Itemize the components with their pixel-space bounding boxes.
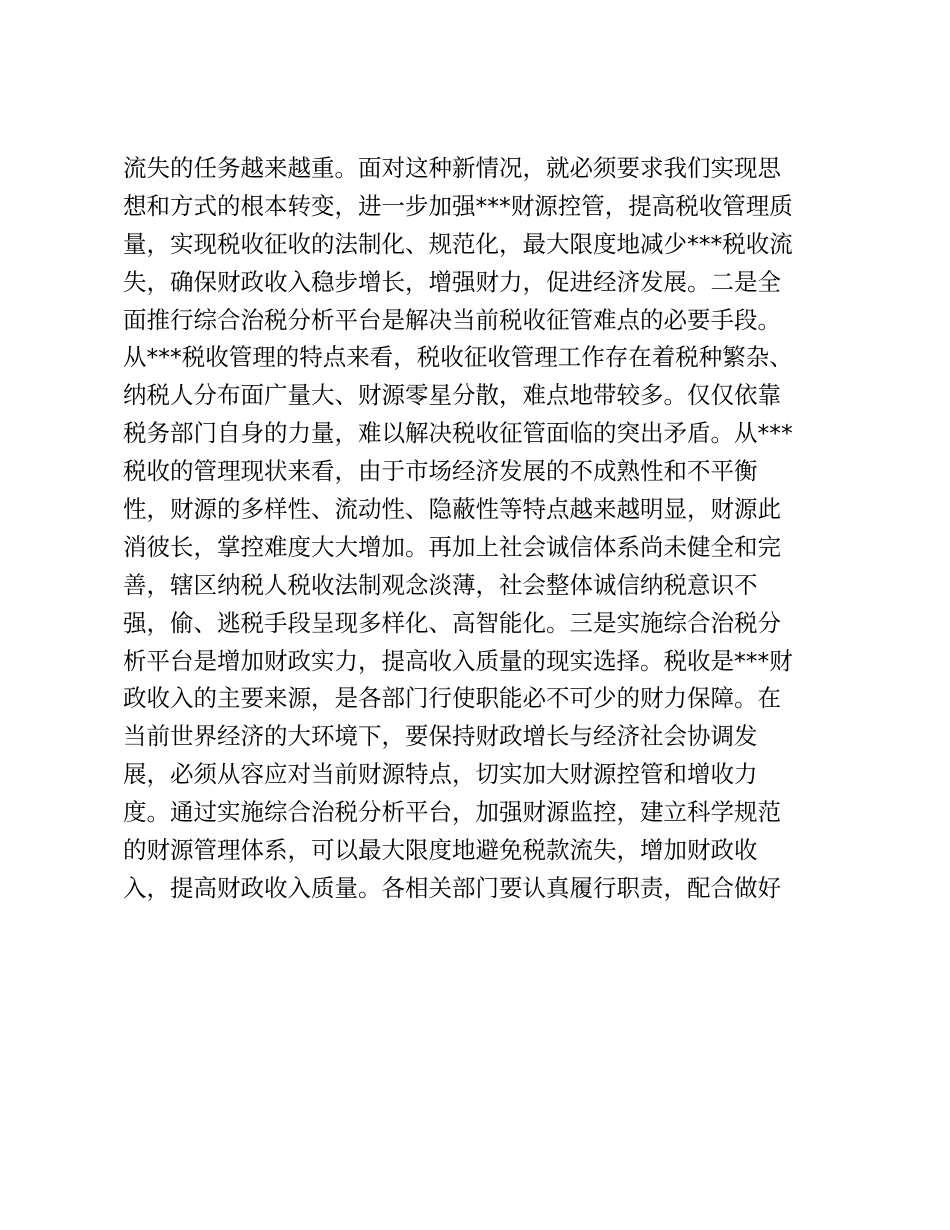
text-line: 展，必须从容应对当前财源特点，切实加大财源控管和增收力 <box>123 760 758 789</box>
text-line: 量，实现税收征收的法制化、规范化，最大限度地减少***税收流 <box>123 229 793 258</box>
text-line: 政收入的主要来源，是各部门行使职能必不可少的财力保障。在 <box>123 684 781 713</box>
text-line: 强，偷、逃税手段呈现多样化、高智能化。三是实施综合治税分 <box>123 608 781 637</box>
text-line: 消彼长，掌控难度大大增加。再加上社会诚信体系尚未健全和完 <box>123 532 781 561</box>
text-line: 善，辖区纳税人税收法制观念淡薄，社会整体诚信纳税意识不 <box>123 570 758 599</box>
text-line: 失，确保财政收入稳步增长，增强财力，促进经济发展。二是全 <box>123 267 781 296</box>
text-line: 度。通过实施综合治税分析平台，加强财源监控，建立科学规范 <box>123 798 781 827</box>
text-line: 入，提高财政收入质量。各相关部门要认真履行职责，配合做好 <box>123 873 781 902</box>
body-text <box>123 150 843 908</box>
text-line: 析平台是增加财政实力，提高收入质量的现实选择。税收是***财 <box>123 646 793 675</box>
text-line: 想和方式的根本转变，进一步加强***财源控管，提高税收管理质 <box>123 191 793 220</box>
text-line: 纳税人分布面广量大、财源零星分散，难点地带较多。仅仅依靠 <box>123 381 781 410</box>
text-line: 面推行综合治税分析平台是解决当前税收征管难点的必要手段。 <box>123 305 781 334</box>
text-line: 从***税收管理的特点来看，税收征收管理工作存在着税种繁杂、 <box>123 343 793 372</box>
text-line: 税务部门自身的力量，难以解决税收征管面临的突出矛盾。从*** <box>123 419 793 448</box>
text-line: 当前世界经济的大环境下，要保持财政增长与经济社会协调发 <box>123 722 758 751</box>
text-line: 的财源管理体系，可以最大限度地避免税款流失，增加财政收 <box>123 836 758 865</box>
text-line: 税收的管理现状来看，由于市场经济发展的不成熟性和不平衡 <box>123 457 758 486</box>
text-line: 流失的任务越来越重。面对这种新情况，就必须要求我们实现思 <box>123 154 781 182</box>
text-line: 性，财源的多样性、流动性、隐蔽性等特点越来越明显，财源此 <box>123 495 781 524</box>
